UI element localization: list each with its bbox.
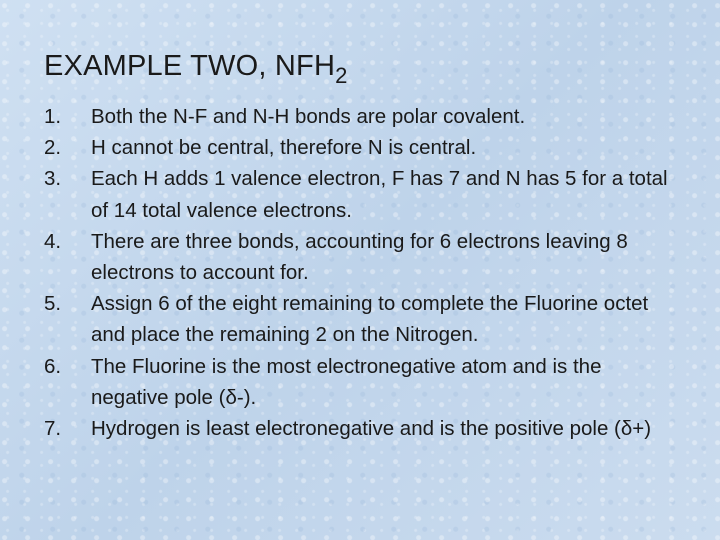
slide-title <box>44 50 348 88</box>
item-text: Each H adds 1 valence electron, F has 7 and N has 5 for a total of 14 total valence electrons. <box>91 167 668 222</box>
list-item <box>44 101 684 132</box>
item-text: Both the N-F and N-H bonds are polar covalent. <box>91 105 526 128</box>
list-item <box>44 226 684 288</box>
item-number: 3. <box>44 167 62 191</box>
item-number: 6. <box>44 354 62 378</box>
item-number: 5. <box>44 292 62 316</box>
item-text: There are three bonds, accounting for 6 electrons leaving 8 electrons to account for. <box>91 229 628 285</box>
steps-list <box>44 101 684 444</box>
item-number: 7. <box>44 417 62 441</box>
item-text: The Fluorine is the most electronegative atom and is the negative pole (δ-). <box>91 354 602 409</box>
item-number: 2. <box>44 136 62 160</box>
list-item <box>44 351 684 413</box>
title-main: EXAMPLE TWO, NFH <box>44 50 336 82</box>
item-number: 4. <box>44 229 62 253</box>
item-text: Hydrogen is least electronegative and is the positive pole (δ+) <box>91 417 652 441</box>
list-item <box>44 413 684 444</box>
item-number: 1. <box>44 105 62 128</box>
item-text: H cannot be central, therefore N is central. <box>91 136 477 160</box>
item-text: Assign 6 of the eight remaining to complete the Fluorine octet and place the remaining 2 on the Nitrogen. <box>91 292 649 347</box>
list-item <box>44 163 684 225</box>
title-subscript: 2 <box>335 63 348 88</box>
list-item <box>44 288 684 350</box>
list-item <box>44 132 684 163</box>
